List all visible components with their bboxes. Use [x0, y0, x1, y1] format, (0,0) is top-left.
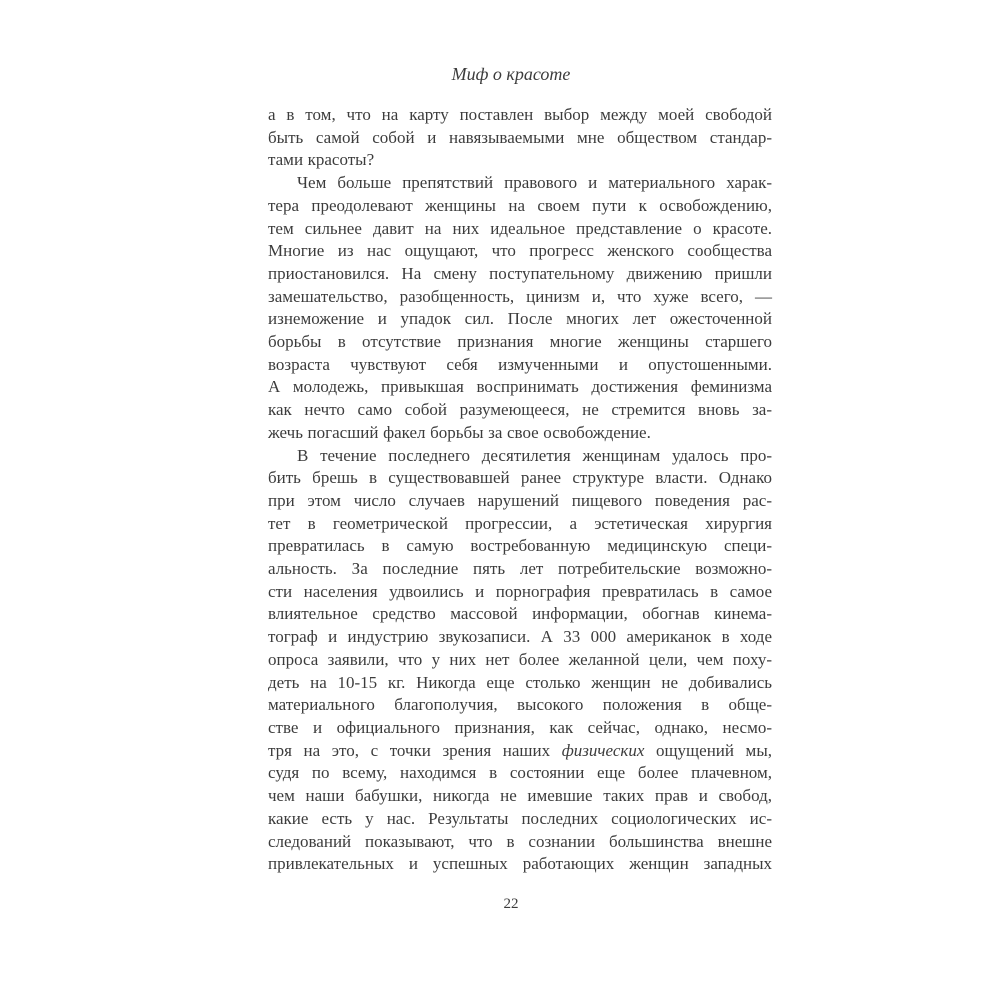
- text-line: А молодежь, привыкшая воспринимать достижения феминизма: [268, 377, 772, 397]
- text-line: тем сильнее давит на них идеальное представление о красоте.: [268, 218, 772, 238]
- text-line: следований показывают, что в сознании большинства внешне: [268, 831, 772, 851]
- text-line: а в том, что на карту поставлен выбор между моей свободой: [268, 105, 772, 124]
- text-line: деть на 10-15 кг. Никогда еще столько женщин не добивались: [268, 672, 772, 692]
- text-line: возраста чувствуют себя измученными и опустошенными.: [268, 354, 772, 374]
- paragraph: [268, 445, 772, 876]
- text-line: как нечто само собой разумеющееся, не стремится вновь за-: [268, 400, 772, 420]
- text-line: тера преодолевают женщины на своем пути к освобождению,: [268, 195, 772, 215]
- text-line: какие есть у нас. Результаты последних социологических ис-: [268, 808, 772, 828]
- text-line: жечь погасший факел борьбы за свое освобождение.: [268, 422, 651, 442]
- text-line: Многие из нас ощущают, что прогресс женского сообщества: [268, 241, 772, 261]
- text-line: при этом число случаев нарушений пищевого поведения рас-: [268, 490, 772, 510]
- text-line: судя по всему, находимся в состоянии еще более плачевном,: [268, 763, 772, 783]
- text-line: приостановился. На смену поступательному движению пришли: [268, 263, 772, 283]
- text-line: альность. За последние пять лет потребительские возможно-: [268, 559, 772, 579]
- text-line: сти населения удвоились и порнография превратилась в самое: [268, 581, 772, 601]
- text-line: чем наши бабушки, никогда не имевшие таких прав и свобод,: [268, 786, 772, 806]
- italic-emphasis: физических: [561, 740, 645, 760]
- paragraph: [268, 172, 772, 444]
- text-line: быть самой собой и навязываемыми мне обществом стандар-: [268, 127, 772, 147]
- text-line: тет в геометрической прогрессии, а эстетическая хирургия: [268, 513, 772, 533]
- text-segment: тря на это, с точки зрения наших: [268, 740, 562, 760]
- text-line: превратилась в самую востребованную медицинскую специ-: [268, 536, 772, 556]
- page-number: 22: [503, 896, 519, 912]
- text-line: В течение последнего десятилетия женщинам удалось про-: [297, 445, 772, 465]
- text-line: опроса заявили, что у них нет более желанной цели, чем поху-: [268, 649, 772, 669]
- body-text: [268, 104, 772, 876]
- text-line: замешательство, разобщенность, цинизм и, что хуже всего, —: [268, 286, 772, 306]
- text-segment: ощущений мы,: [644, 740, 772, 760]
- paragraph: [268, 104, 772, 172]
- text-line: тограф и индустрию звукозаписи. А 33 000 американок в ходе: [268, 627, 772, 647]
- text-line: Чем больше препятствий правового и материального харак-: [297, 173, 772, 193]
- text-line: бить брешь в существовавшей ранее структуре власти. Однако: [268, 468, 772, 488]
- running-head-title: Миф о красоте: [451, 64, 571, 84]
- text-line: тами красоты?: [268, 150, 375, 170]
- text-line: материального благополучия, высокого положения в обще-: [268, 695, 772, 715]
- text-line: изнеможение и упадок сил. После многих лет ожесточенной: [268, 309, 772, 329]
- text-line: [268, 740, 772, 763]
- text-line: борьбы в отсутствие признания многие женщины старшего: [268, 332, 772, 352]
- text-line: стве и официального признания, как сейчас, однако, несмо-: [268, 717, 772, 737]
- text-line: влиятельное средство массовой информации, обогнав кинема-: [268, 604, 772, 624]
- text-line: привлекательных и успешных работающих женщин западных: [268, 854, 772, 874]
